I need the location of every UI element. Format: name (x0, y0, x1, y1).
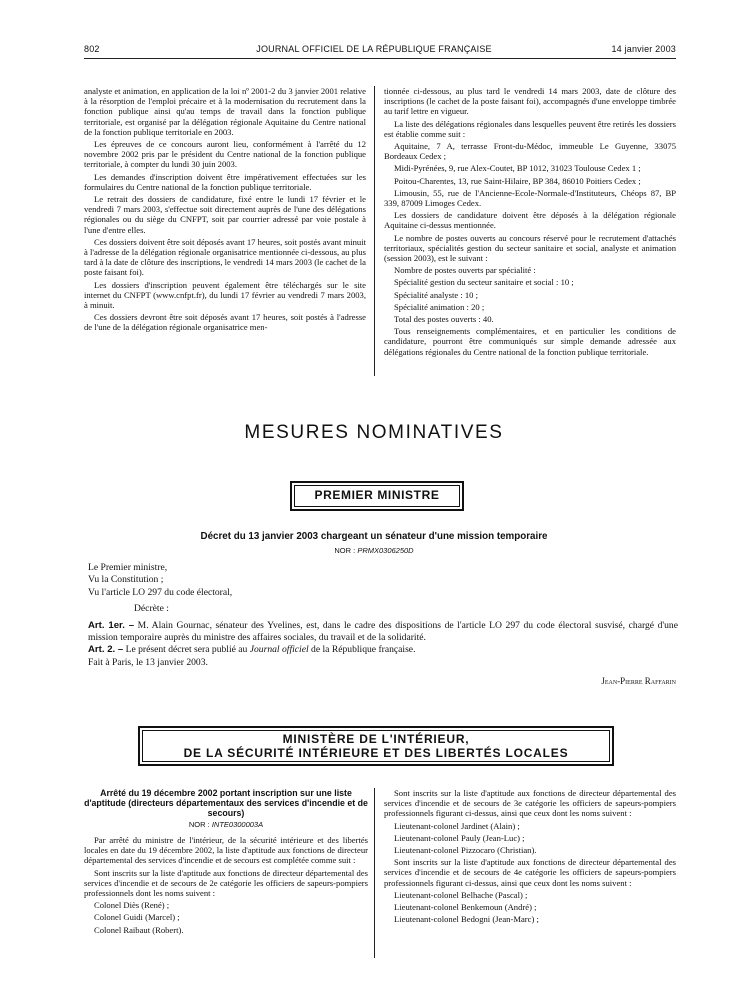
paragraph: Ces dossiers doivent être soit déposés avant 17 heures, soit postés avant minuit à l'adresse de la délégation régionale organisatrice mentionnée ci-dessous, au plus tard à la date de clôture des inscriptions, le vendredi 14 mars 2003 (le cachet de la poste faisant foi). (84, 236, 366, 278)
paragraph: Lieutenant-colonel Pauly (Jean-Luc) ; (394, 832, 525, 843)
arrete-nor-value: INTE0300003A (211, 820, 264, 829)
ministry-2-line1: MINISTÈRE DE L'INTÉRIEUR, (282, 732, 470, 746)
paragraph: Lieutenant-colonel Belhache (Pascal) ; (394, 889, 528, 900)
paragraph: Les dossiers d'inscription peuvent également être téléchargés sur le site internet du CNFPT (www.cnfpt.fr), du lundi 17 février au vendredi 7 mars 2003, à minuit. (84, 279, 366, 311)
paragraph: Sont inscrits sur la liste d'aptitude aux fonctions de directeur départemental des services d'incendie et de secours de 3e catégorie les officiers de sapeurs-pompiers professionnels figurant ci-dessus, ainsi que ceux dont les noms suivent : (384, 788, 676, 819)
visa-line: Vu l'article LO 297 du code électoral, (88, 586, 233, 598)
article-2-journal: Journal officiel (249, 644, 309, 656)
paragraph: La liste des délégations régionales dans lesquelles peuvent être retirés les dossiers est établie comme suit : (384, 118, 676, 139)
issue-date: 14 janvier 2003 (611, 44, 676, 54)
paragraph: Le nombre de postes ouverts au concours réservé pour le recrutement d'attachés territoriaux, spécialités gestion du secteur sanitaire et social, analyste et animation (session 2003), est le suivant : (384, 232, 676, 264)
arrete-right-text (384, 788, 676, 926)
top-left-column (84, 86, 366, 335)
paragraph: analyste et animation, en application de la loi nº 2001-2 du 3 janvier 2001 relative à la résorption de l'emploi précaire et à la modernisation du recrutement dans la fonction publique ainsi qu'au temps de travail dans la fonction publique territoriale, est organisé par la délégation régionale Aquitaine du Centre national de la fonction publique territoriale en 2003. (84, 86, 366, 137)
fait-a-paris: Fait à Paris, le 13 janvier 2003. (88, 656, 208, 668)
paragraph: Lieutenant-colonel Pizzocaro (Christian). (394, 845, 537, 856)
signature: Jean-Pierre Raffarin (601, 676, 676, 686)
paragraph: Total des postes ouverts : 40. (394, 314, 494, 325)
page-number: 802 (84, 44, 100, 54)
arrete-left-column (84, 788, 368, 937)
visa-line: Le Premier ministre, (88, 562, 168, 573)
column-divider (374, 86, 375, 376)
visa-line: Vu la Constitution ; (88, 574, 164, 586)
paragraph: tionnée ci-dessous, au plus tard le vendredi 14 mars 2003, date de clôture des inscriptions (le cachet de la poste faisant foi), accompagnés d'une enveloppe timbrée au tarif lettre en vigueur. (384, 86, 676, 117)
section-title: MESURES NOMINATIVES (244, 422, 504, 443)
paragraph: Le retrait des dossiers de candidature, fixé entre le lundi 17 février et le vendredi 7 mars 2003, s'effectue soit directement auprès de l'une des délégations régionales ou du siège du CNFPT, soit par courrier adressé par voie postale à l'une d'entre elles. (84, 194, 366, 235)
paragraph: Midi-Pyrénées, 9, rue Alex-Coutet, BP 1012, 31023 Toulouse Cedex 1 ; (394, 163, 641, 174)
paragraph: Colonel Guidi (Marcel) ; (94, 912, 180, 923)
ministry-title: PREMIER MINISTRE (314, 488, 440, 502)
paragraph: Sont inscrits sur la liste d'aptitude aux fonctions de directeur départemental des services d'incendie et de secours de 2e catégorie les officiers de sapeurs-pompiers professionnels dont les noms suivent : (84, 867, 368, 899)
paragraph: Ces dossiers devront être soit déposés avant 17 heures, soit postés à l'adresse de l'une de la délégation régionale organisatrice men- (84, 312, 366, 333)
decree-nor (0, 546, 748, 555)
decrete: Décrète : (134, 603, 169, 615)
paragraph: Lieutenant-colonel Benkemoun (André) ; (394, 902, 537, 913)
journal-title: JOURNAL OFFICIEL DE LA RÉPUBLIQUE FRANÇAISE (256, 44, 492, 54)
article-1-text: M. Alain Gournac, sénateur des Yvelines, est, dans le cadre des dispositions de l'article LO 297 du code électoral susvisé, chargé d'une mission temporaire auprès du ministre des affaires sociales, du travail et de la solidarité. (88, 619, 678, 644)
arrete-left-text (84, 835, 368, 935)
ministry-2-line2: DE LA SÉCURITÉ INTÉRIEURE ET DES LIBERTÉS LOCALES (183, 746, 569, 760)
ministry-box (290, 481, 464, 511)
paragraph: Limousin, 55, rue de l'Ancienne-Ecole-Normale-d'Instituteurs, Chéops 87, BP 339, 87009 Limoges Cedex. (384, 187, 676, 209)
article-2-text-b: de la République française. (311, 644, 416, 656)
paragraph: Spécialité gestion du secteur sanitaire et social : 10 ; (394, 277, 574, 288)
paragraph: Lieutenant-colonel Bedogni (Jean-Marc) ; (394, 914, 539, 925)
arrete-nor-label: NOR : (188, 820, 210, 829)
decree-title: Décret du 13 janvier 2003 chargeant un sénateur d'une mission temporaire (200, 531, 548, 542)
paragraph: Spécialité analyste : 10 ; (394, 289, 479, 300)
ministry-box-2 (138, 726, 614, 766)
nor-value: PRMX0306250D (357, 546, 414, 555)
paragraph: Lieutenant-colonel Jardinet (Alain) ; (394, 820, 520, 831)
article-1 (88, 620, 678, 645)
article-2-label: Art. 2. – (88, 644, 124, 656)
arrete-nor (84, 820, 368, 829)
paragraph: Les épreuves de ce concours auront lieu, conformément à l'arrêté du 12 novembre 2002 pris par le président du Centre national de la fonction publique territoriale, à compter du lundi 30 juin 2003. (84, 139, 366, 170)
paragraph: Colonel Raibaut (Robert). (94, 924, 184, 935)
paragraph: Poitou-Charentes, 13, rue Saint-Hilaire, BP 384, 86010 Poitiers Cedex ; (394, 175, 641, 186)
paragraph: Aquitaine, 7 A, terrasse Front-du-Médoc, immeuble Le Guyenne, 33075 Bordeaux Cedex ; (384, 141, 676, 162)
paragraph: Les demandes d'inscription doivent être impérativement effectuées sur les formulaires du Centre national de la fonction publique territoriale. (84, 171, 366, 192)
ministry-2-title (140, 732, 612, 760)
top-right-column (384, 86, 676, 359)
paragraph: Les dossiers de candidature doivent être déposés à la délégation régionale Aquitaine ci-dessus mentionnée. (384, 210, 676, 231)
decree-body (88, 562, 678, 669)
paragraph: Nombre de postes ouverts par spécialité : (394, 265, 536, 276)
arrete-title: Arrêté du 19 décembre 2002 portant inscription sur une liste d'aptitude (directeurs départementaux des services d'incendie et de secours) (84, 788, 368, 818)
paragraph: Tous renseignements complémentaires, et en particulier les conditions de candidature, pourront être communiqués sur simple demande adressée aux délégations régionales du Centre national de la fonction publique territoriale. (384, 326, 676, 357)
column-divider-2 (374, 788, 375, 958)
article-2-text-a: Le présent décret sera publié au (125, 644, 248, 656)
article-1-label: Art. 1er. – (88, 619, 135, 631)
paragraph: Spécialité animation : 20 ; (394, 301, 485, 312)
nor-label: NOR : (334, 546, 356, 555)
header-rule (84, 58, 676, 59)
paragraph: Sont inscrits sur la liste d'aptitude aux fonctions de directeur départemental des services d'incendie et de secours de 4e catégorie les officiers de sapeurs-pompiers professionnels figurant ci-dessus, ainsi que ceux dont les noms suivent : (384, 857, 676, 888)
paragraph: Par arrêté du ministre de l'intérieur, de la sécurité intérieure et des libertés locales en date du 19 décembre 2002, la liste d'aptitude aux fonctions de directeur départemental des services d'incendie et de secours est complétée comme suit : (84, 835, 368, 866)
paragraph: Colonel Diès (René) ; (94, 900, 170, 911)
article-2 (88, 644, 678, 656)
